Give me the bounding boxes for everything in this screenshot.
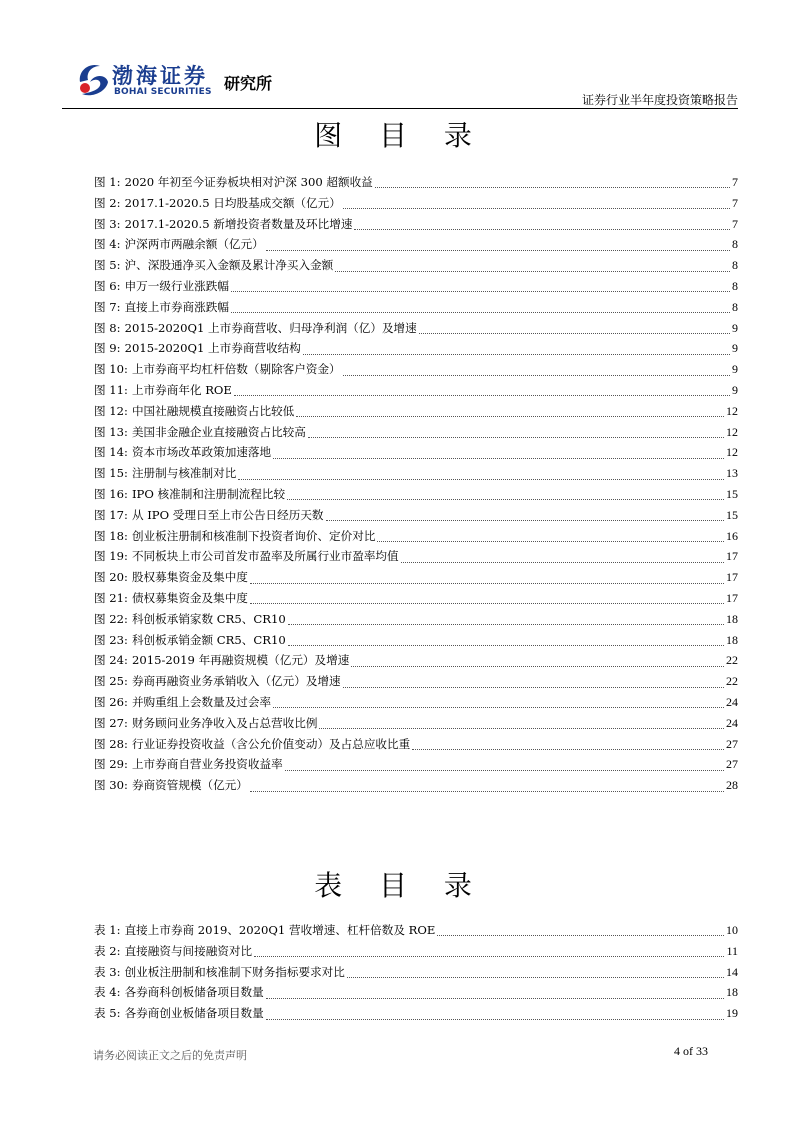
figure-entry-page: 16 [726,528,738,543]
logo-english-name: BOHAI SECURITIES [114,87,212,97]
dot-leader [250,602,724,604]
figure-entry-page: 12 [726,403,738,418]
bohai-logo-icon [76,60,110,100]
figure-entry-title: 券商资管规模（亿元） [131,778,248,793]
figure-entry-label: 图 16: [94,486,128,501]
figure-entry-page: 24 [726,715,738,730]
figure-entry[interactable] [94,465,738,486]
figure-entry-title: 2015-2020Q1 上市券商营收结构 [124,341,301,356]
figure-entry-page: 8 [732,278,738,293]
figure-entry-label: 图 14: [94,445,128,460]
figure-entry-label: 图 21: [94,590,128,605]
dot-leader [273,706,724,708]
figure-entry-page: 9 [732,341,738,356]
figure-entry[interactable] [94,361,738,382]
figure-entry-label: 图 3: [94,216,121,231]
table-entry-page: 18 [726,985,738,1000]
figure-entry-label: 图 8: [94,320,121,335]
figure-entry-page: 12 [726,445,738,460]
figure-entry[interactable] [94,299,738,320]
figure-entry-page: 17 [726,590,738,605]
figure-entry-title: 中国社融规模直接融资占比较低 [131,403,295,418]
table-entry-page: 14 [726,964,738,979]
table-entry-title: 各券商科创板储备项目数量 [124,985,264,1000]
figure-entry-title: 券商再融资业务承销收入（亿元）及增速 [131,674,341,689]
figure-entry-label: 图 25: [94,674,128,689]
figure-entry-label: 图 27: [94,715,128,730]
dot-leader [266,249,730,251]
figure-entry-page: 22 [726,653,738,668]
table-entry-page: 10 [726,923,738,937]
figure-entry-page: 17 [726,549,738,564]
figure-entry-title: 债权募集资金及集中度 [131,590,248,605]
figure-entry-page: 9 [732,382,738,397]
dot-leader [377,540,724,542]
figure-entry-label: 图 5: [94,258,121,273]
figure-entry-label: 图 30: [94,778,128,793]
figure-entry-title: 申万一级行业涨跌幅 [124,278,229,293]
figure-entry[interactable] [94,216,738,237]
table-entry[interactable] [94,922,738,943]
figure-entry-label: 图 29: [94,757,128,772]
dot-leader [437,934,724,936]
figure-entry-page: 22 [726,674,738,689]
dot-leader [288,623,724,625]
dot-leader [266,997,724,999]
dot-leader [412,748,724,750]
figure-entry-page: 15 [726,507,738,522]
figure-entry-label: 图 13: [94,424,128,439]
figure-entry-label: 图 17: [94,507,128,522]
figure-entry-title: IPO 核准制和注册制流程比较 [131,486,286,501]
dot-leader [347,976,724,978]
figures-section-title: 图 目 录 [314,119,486,152]
figure-entry-title: 从 IPO 受理日至上市公告日经历天数 [131,507,324,522]
figure-entry[interactable] [94,174,738,195]
table-entry-label: 表 1: [94,923,121,937]
table-entry-title: 直接上市券商 2019、2020Q1 营收增速、杠杆倍数及 ROE [124,923,436,937]
report-title: 证券行业半年度投资策略报告 [581,93,738,107]
table-entry-label: 表 5: [94,1006,121,1021]
figure-entry-label: 图 2: [94,195,121,210]
figure-entry[interactable] [94,715,738,736]
figure-entry-title: 上市券商自营业务投资收益率 [131,757,283,772]
figure-entry-title: 科创板承销金额 CR5、CR10 [131,632,286,647]
tables-list [94,922,738,1026]
table-entry-title: 创业板注册制和核准制下财务指标要求对比 [124,964,345,979]
header-divider [62,108,738,109]
figure-entry-title: 2017.1-2020.5 日均股基成交额（亿元） [124,195,341,210]
figure-entry-title: 沪、深股通净买入金额及累计净买入金额 [124,258,334,273]
dot-leader [308,436,724,438]
figure-entry-title: 股权募集资金及集中度 [131,570,248,585]
table-entry[interactable] [94,943,738,964]
dot-leader [231,311,730,313]
figure-entry-label: 图 18: [94,528,128,543]
figure-entry[interactable] [94,548,738,569]
table-entry-title: 直接融资与间接融资对比 [124,943,253,958]
figure-entry[interactable] [94,528,738,549]
dot-leader [354,228,730,230]
figure-entry-label: 图 1: [94,175,121,189]
dot-leader [375,186,730,188]
dot-leader [287,498,724,500]
figure-entry-title: 2015-2020Q1 上市券商营收、归母净利润（亿）及增速 [124,320,417,335]
figure-entry[interactable] [94,652,738,673]
figure-entry-title: 2017.1-2020.5 新增投资者数量及环比增速 [124,216,353,231]
figure-entry[interactable] [94,736,738,757]
figure-entry-title: 财务顾问业务净收入及占总营收比例 [131,715,318,730]
dot-leader [343,207,730,209]
dot-leader [250,582,724,584]
figure-entry-label: 图 7: [94,299,121,314]
figure-entry-page: 28 [726,778,738,793]
dot-leader [296,415,724,417]
figure-entry-page: 8 [732,299,738,314]
figure-entry-label: 图 4: [94,237,121,252]
figure-entry-label: 图 10: [94,362,128,377]
figure-entry-page: 12 [726,424,738,439]
figure-entry[interactable] [94,320,738,341]
dot-leader [231,290,730,292]
figure-entry-label: 图 26: [94,694,128,709]
table-entry-label: 表 2: [94,943,121,958]
footer-disclaimer: 请务必阅读正文之后的免责声明 [93,1049,247,1062]
dot-leader [254,955,724,957]
table-entry-page: 11 [726,943,738,958]
figure-entry[interactable] [94,569,738,590]
table-entry-label: 表 3: [94,964,121,979]
company-logo [76,60,276,104]
dot-leader [335,270,730,272]
figure-entry-page: 7 [732,195,738,210]
dot-leader [401,561,724,563]
figure-entry-label: 图 6: [94,278,121,293]
figure-entry-page: 27 [726,736,738,751]
figure-entry-title: 行业证券投资收益（含公允价值变动）及占总应收比重 [131,736,411,751]
figure-entry[interactable] [94,590,738,611]
dot-leader [266,1018,724,1020]
logo-chinese-name: 渤海证券 [112,63,208,88]
dot-leader [273,457,724,459]
figure-entry-label: 图 9: [94,341,121,356]
figure-entry-label: 图 15: [94,466,128,481]
figure-entry[interactable] [94,382,738,403]
figure-entry-page: 13 [726,466,738,481]
figure-entry[interactable] [94,694,738,715]
figure-entry-page: 15 [726,486,738,501]
figure-entry-label: 图 22: [94,611,128,626]
figure-entry[interactable] [94,486,738,507]
table-entry[interactable] [94,984,738,1005]
dot-leader [419,332,730,334]
figure-entry[interactable] [94,195,738,216]
figure-entry-page: 7 [732,216,738,231]
figure-entry-label: 图 19: [94,549,128,564]
dot-leader [234,394,730,396]
dot-leader [238,478,724,480]
dot-leader [285,769,724,771]
dot-leader [319,727,724,729]
figure-entry-title: 注册制与核准制对比 [131,466,237,481]
tables-section-title: 表 目 录 [314,869,486,902]
figure-entry-label: 图 28: [94,736,128,751]
figure-entry-page: 18 [726,632,738,647]
figure-entry-page: 8 [732,258,738,273]
figure-entry-title: 2020 年初至今证券板块相对沪深 300 超额收益 [124,175,373,189]
figure-entry-title: 创业板注册制和核准制下投资者询价、定价对比 [131,528,376,543]
figure-entry-page: 9 [732,362,738,377]
figure-entry-label: 图 11: [94,382,128,397]
figure-entry[interactable] [94,756,738,777]
figure-entry[interactable] [94,340,738,361]
dot-leader [250,790,724,792]
figure-entry[interactable] [94,444,738,465]
figure-entry-title: 资本市场改革政策加速落地 [131,445,272,460]
figure-entry[interactable] [94,611,738,632]
figure-entry[interactable] [94,673,738,694]
figure-entry-title: 沪深两市两融余额（亿元） [124,237,264,252]
page-indicator: 4 of 33 [674,1044,708,1058]
figure-entry-page: 7 [732,175,738,189]
table-entry-title: 各券商创业板储备项目数量 [124,1006,264,1021]
figure-entry-label: 图 24: [94,653,128,668]
table-entry[interactable] [94,1005,738,1026]
figure-entry-title: 上市券商平均杠杆倍数（剔除客户资金） [131,362,341,377]
dot-leader [351,665,724,667]
figure-entry[interactable] [94,632,738,653]
figure-entry-title: 直接上市券商涨跌幅 [124,299,229,314]
figure-entry-title: 科创板承销家数 CR5、CR10 [131,611,286,626]
figure-entry-title: 2015-2019 年再融资规模（亿元）及增速 [131,653,350,668]
table-entry[interactable] [94,964,738,985]
figure-entry-title: 上市券商年化 ROE [131,382,232,397]
figure-entry-page: 9 [732,320,738,335]
figure-entry-title: 并购重组上会数量及过会率 [131,694,272,709]
figure-entry[interactable] [94,403,738,424]
figure-entry[interactable] [94,257,738,278]
figure-entry[interactable] [94,507,738,528]
dot-leader [288,644,724,646]
figure-entry[interactable] [94,424,738,445]
table-entry-page: 19 [726,1006,738,1021]
figure-entry-title: 美国非金融企业直接融资占比较高 [131,424,306,439]
figure-entry-page: 8 [732,237,738,252]
figure-entry-page: 18 [726,611,738,626]
figure-entry-page: 17 [726,570,738,585]
figure-entry-page: 27 [726,757,738,772]
figure-entry[interactable] [94,278,738,299]
figure-entry-title: 不同板块上市公司首发市盈率及所属行业市盈率均值 [131,549,399,564]
figure-entry-page: 24 [726,694,738,709]
dot-leader [343,686,724,688]
figure-entry-label: 图 23: [94,632,128,647]
figure-entry[interactable] [94,777,738,798]
figures-list [94,174,738,798]
institute-label: 研究所 [224,74,273,93]
figure-entry-label: 图 12: [94,403,128,418]
figure-entry-label: 图 20: [94,570,128,585]
table-entry-label: 表 4: [94,985,121,1000]
dot-leader [343,374,730,376]
figure-entry[interactable] [94,236,738,257]
dot-leader [326,519,724,521]
dot-leader [303,353,730,355]
